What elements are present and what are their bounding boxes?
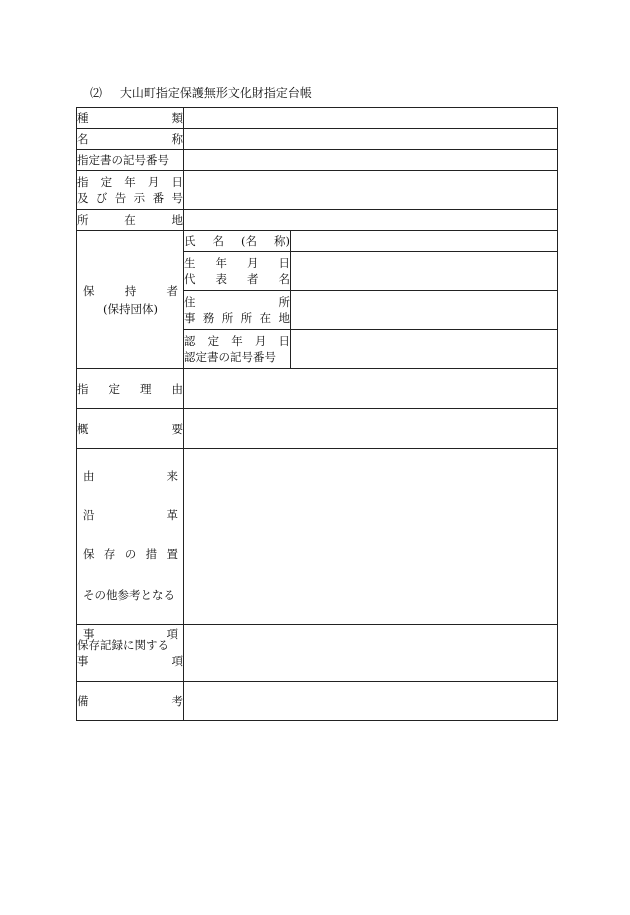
ledger-table <box>76 107 558 721</box>
row-location <box>77 210 558 231</box>
label-char: 生 <box>184 256 196 270</box>
label-char: 名 <box>278 272 290 286</box>
label-kind-text <box>77 110 183 126</box>
label-holder-name <box>184 231 291 252</box>
label-char: 号 <box>171 191 183 205</box>
label-char: 住 <box>184 295 196 309</box>
row-cert-number <box>77 150 558 171</box>
label-char: 所 <box>278 295 290 309</box>
label-char: 項 <box>171 654 183 668</box>
label-location-text <box>77 212 183 228</box>
label-char: 名 <box>77 132 89 146</box>
label-char: 代 <box>184 272 196 286</box>
row-reason <box>77 369 558 409</box>
label-holder-text <box>83 283 178 299</box>
ledger-title: 大山町指定保護無形文化財指定台帳 <box>119 86 312 100</box>
label-designation <box>77 171 184 210</box>
label-char: 類 <box>171 111 183 125</box>
value-holder-birth[interactable] <box>291 252 558 291</box>
label-name-text <box>77 131 183 147</box>
label-char: 所 <box>221 311 234 325</box>
value-overview[interactable] <box>184 409 558 449</box>
label-char: 項 <box>166 627 178 641</box>
label-char: 定 <box>108 381 120 396</box>
label-char: 年 <box>124 175 136 189</box>
label-char: 称) <box>274 234 290 248</box>
label-char: 所 <box>240 311 253 325</box>
label-char: 保 <box>83 547 95 561</box>
label-history <box>77 449 184 641</box>
label-char: 示 <box>133 191 146 205</box>
label-holder-cert-line1 <box>184 333 290 349</box>
label-holder-sub: (保持団体) <box>103 301 158 316</box>
label-char: 月 <box>254 334 267 348</box>
value-location[interactable] <box>184 210 558 231</box>
label-remarks <box>77 682 184 721</box>
label-reason <box>77 369 184 409</box>
label-char: 認 <box>184 334 196 348</box>
label-char: 種 <box>77 111 89 125</box>
label-char: 地 <box>171 213 183 227</box>
label-remarks-text <box>77 693 183 709</box>
label-records-line2 <box>77 653 183 669</box>
label-char: 及 <box>77 191 89 205</box>
label-char: 存 <box>103 547 116 561</box>
label-char: 革 <box>166 508 178 522</box>
label-char: 由 <box>83 469 95 483</box>
label-char: (名 <box>241 234 257 248</box>
label-char: 事 <box>184 311 196 325</box>
row-designation <box>77 171 558 210</box>
value-remarks[interactable] <box>184 682 558 721</box>
label-char: び <box>95 191 108 205</box>
row-remarks <box>77 682 558 721</box>
label-location <box>77 210 184 231</box>
label-char: 持 <box>124 283 137 298</box>
row-records <box>77 625 558 682</box>
row-overview <box>77 409 558 449</box>
label-char: 指 <box>77 175 89 189</box>
label-holder-address-line2 <box>184 310 290 326</box>
label-char: 表 <box>215 272 227 286</box>
value-cert-number[interactable] <box>184 150 558 171</box>
label-char: 概 <box>77 421 89 436</box>
label-holder-birth <box>184 252 291 291</box>
label-char: 称 <box>171 132 183 146</box>
label-char: 備 <box>77 694 89 708</box>
label-char: 日 <box>278 334 290 348</box>
label-char: 置 <box>166 547 178 561</box>
label-cert-number-text: 指定書の記号番号 <box>77 153 169 167</box>
label-char: 番 <box>152 191 165 205</box>
section-number: ⑵ <box>90 86 103 100</box>
label-char: 事 <box>83 627 95 641</box>
label-char: 定 <box>207 334 220 348</box>
row-name <box>77 129 558 150</box>
value-holder-name[interactable] <box>291 231 558 252</box>
label-char: 月 <box>247 256 259 270</box>
label-char: 措 <box>145 547 158 561</box>
label-holder-name-text <box>184 233 290 249</box>
label-char: 考 <box>171 694 183 708</box>
value-designation[interactable] <box>184 171 558 210</box>
label-char: 日 <box>278 256 290 270</box>
label-char: 沿 <box>83 508 95 522</box>
label-records-line1: 保存記録に関する <box>77 638 169 652</box>
label-name <box>77 129 184 150</box>
label-char: 告 <box>114 191 127 205</box>
value-kind[interactable] <box>184 108 558 129</box>
label-holder-cert-line2: 認定書の記号番号 <box>184 350 276 364</box>
label-char: 月 <box>147 175 160 189</box>
label-kind <box>77 108 184 129</box>
label-origin <box>83 457 178 496</box>
label-other-line1: その他参考となる <box>83 588 175 602</box>
label-char: 在 <box>124 213 136 227</box>
value-holder-address[interactable] <box>291 291 558 330</box>
value-reason[interactable] <box>184 369 558 409</box>
label-char: 来 <box>166 469 178 483</box>
label-char: 日 <box>171 175 183 189</box>
label-designation-line1 <box>77 174 183 190</box>
label-overview <box>77 409 184 449</box>
label-holder <box>77 231 184 369</box>
label-char: 年 <box>231 334 243 348</box>
label-char: 務 <box>202 311 215 325</box>
value-name[interactable] <box>184 129 558 150</box>
label-char: 名 <box>212 234 224 248</box>
label-char: 定 <box>100 175 113 189</box>
label-char: の <box>124 547 137 561</box>
label-char: 要 <box>171 421 183 436</box>
label-char: 指 <box>77 381 89 396</box>
value-holder-cert[interactable] <box>291 330 558 369</box>
label-holder-birth-line1 <box>184 255 290 271</box>
label-cert-number <box>77 150 184 171</box>
label-char: 地 <box>278 311 290 325</box>
label-char: 在 <box>259 311 272 325</box>
label-char: 者 <box>166 283 178 298</box>
label-designation-line2 <box>77 190 183 206</box>
label-holder-address-line1 <box>184 294 290 310</box>
label-char: 由 <box>171 381 183 396</box>
label-preservation <box>83 535 178 574</box>
value-history[interactable] <box>184 449 558 625</box>
row-history <box>77 449 558 625</box>
label-reason-text <box>77 381 183 397</box>
label-holder-birth-line2 <box>184 271 290 287</box>
row-holder-name <box>77 231 558 252</box>
label-char: 保 <box>83 283 95 298</box>
label-char: 事 <box>77 654 89 668</box>
row-kind <box>77 108 558 129</box>
label-overview-text <box>77 421 183 437</box>
label-char: 年 <box>215 256 227 270</box>
label-char: 者 <box>247 272 259 286</box>
label-holder-cert <box>184 330 291 369</box>
label-char: 理 <box>140 381 152 396</box>
label-holder-address <box>184 291 291 330</box>
ledger-title-line <box>90 84 312 101</box>
label-char: 所 <box>77 213 89 227</box>
label-char: 氏 <box>184 234 196 248</box>
label-development <box>83 496 178 535</box>
value-records[interactable] <box>184 625 558 682</box>
